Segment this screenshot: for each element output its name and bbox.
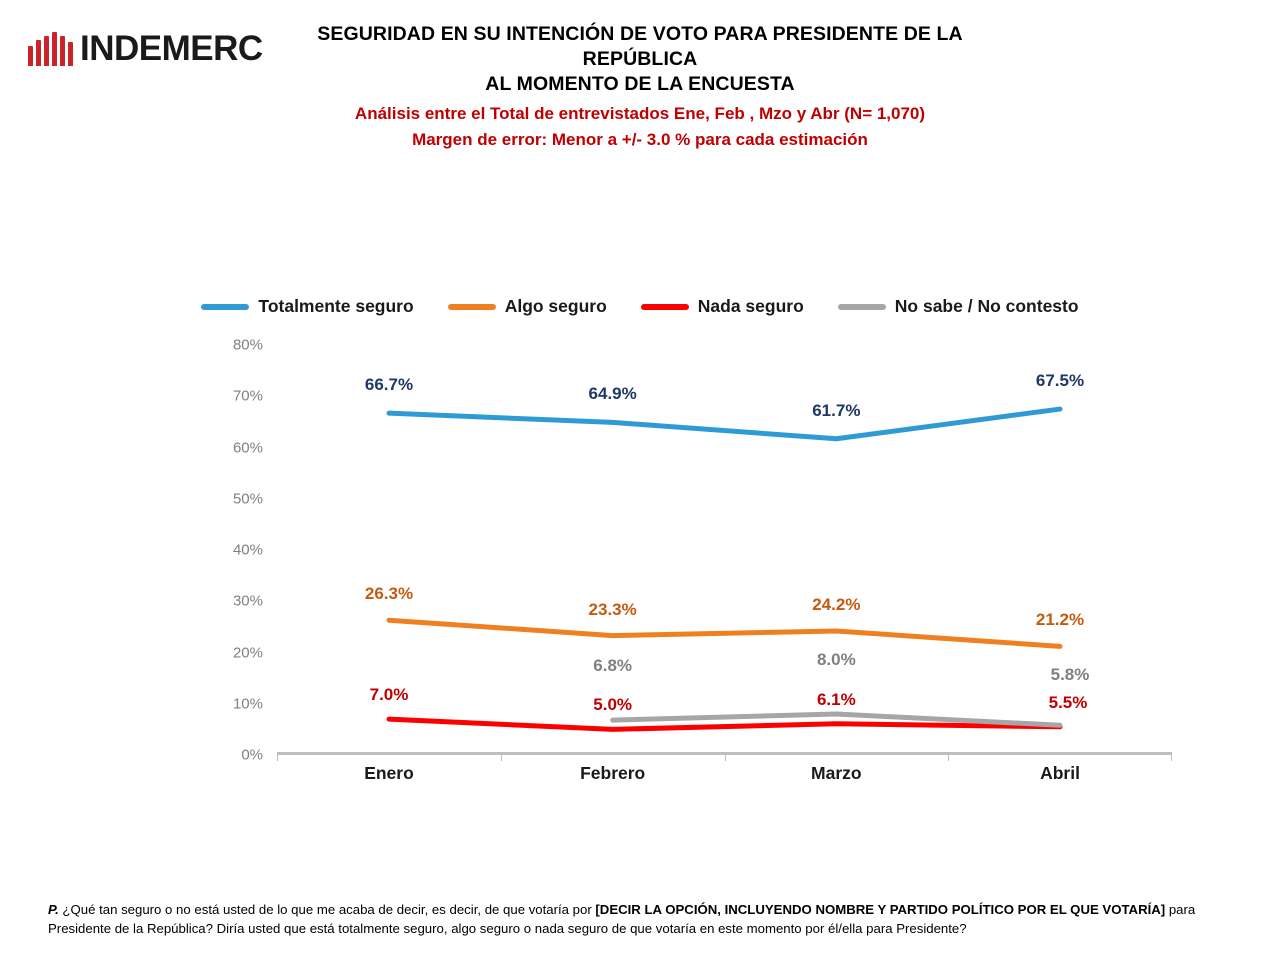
data-point-label: 5.0% [593,695,633,715]
x-axis-labels [277,763,1172,793]
legend-swatch-icon [641,304,689,310]
data-point-label: 6.8% [593,656,633,676]
legend-label: Totalmente seguro [258,296,414,316]
footnote-text-bold: [DECIR LA OPCIÓN, INCLUYENDO NOMBRE Y PARTIDO POLÍTICO POR EL QUE VOTARÍA] [595,902,1166,917]
chart-canvas [277,345,1172,755]
subtitle-line-1: Análisis entre el Total de entrevistados Ene, Feb , Mzo y Abr (N= 1,070) [354,104,926,123]
x-tick-label: Marzo [811,763,862,783]
y-tick-label: 70% [232,387,263,405]
legend-item-2[interactable] [641,296,804,317]
data-point-label: 66.7% [364,375,414,395]
data-point-label: 26.3% [364,584,414,604]
data-point-label: 8.0% [816,650,856,669]
indemerc-logo [28,22,268,76]
y-tick-label: 60% [232,439,263,456]
legend-label: No sabe / No contesto [894,296,1079,316]
y-tick-label: 30% [232,592,263,610]
x-axis-tick [277,755,278,761]
y-tick-label: 40% [232,541,263,559]
legend-swatch-icon [448,304,496,310]
legend-swatch-icon [838,304,886,310]
y-tick-label: 0% [241,746,263,764]
x-axis-tick [948,755,949,761]
data-point-label: 21.2% [1035,610,1085,630]
data-point-label: 24.2% [812,594,861,614]
data-point-label: 7.0% [369,685,409,705]
data-point-label: 5.8% [1050,665,1090,685]
footnote [48,900,1238,938]
data-point-label: 61.7% [812,400,861,420]
footnote-q: P. [48,902,59,917]
title-line-1: SEGURIDAD EN SU INTENCIÓN DE VOTO PARA PRESIDENTE DE LA REPÚBLICA [317,23,963,70]
x-tick-label: Enero [364,763,414,783]
y-tick-label: 10% [232,695,263,713]
title-block [290,22,990,153]
series-lines [277,345,1172,755]
subtitle-line-2: Margen de error: Menor a +/- 3.0 % para cada estimación [412,130,868,149]
data-point-label: 64.9% [588,384,637,404]
logo-text: INDEMERC [80,29,263,68]
legend-swatch-icon [201,304,249,310]
legend-item-0[interactable] [201,296,413,317]
y-axis-labels [0,336,275,764]
legend-label: Nada seguro [697,296,804,316]
chart-plot-area [0,336,1280,805]
chart-legend [0,296,1280,317]
x-axis-tick [1171,755,1172,761]
page-header [0,0,1280,150]
title-line-2: AL MOMENTO DE LA ENCUESTA [485,73,795,95]
logo-bars-icon [28,32,76,66]
x-tick-label: Abril [1040,763,1080,783]
x-axis-tick [501,755,502,761]
legend-item-3[interactable] [838,296,1079,317]
data-point-label: 67.5% [1035,371,1085,391]
footnote-text-1: ¿Qué tan seguro o no está usted de lo que me acaba de decir, es decir, de que votaría por [58,902,596,917]
legend-item-1[interactable] [448,296,607,317]
data-point-label: 5.5% [1048,692,1088,712]
y-tick-label: 50% [232,490,263,508]
x-tick-label: Febrero [580,763,646,783]
y-tick-label: 20% [232,644,263,661]
footnote-text-2: para Presidente de la República? Diría usted que está totalmente seguro, algo seguro o nada seguro de que votaría en este momento por él/ella para Presidente? [48,902,1196,936]
data-point-label: 23.3% [588,599,637,619]
legend-label: Algo seguro [504,296,607,316]
series-line-1 [389,620,1060,646]
x-axis-tick [725,755,726,761]
series-line-0 [389,409,1060,439]
data-point-label: 6.1% [816,689,856,709]
y-tick-label: 80% [232,336,263,354]
